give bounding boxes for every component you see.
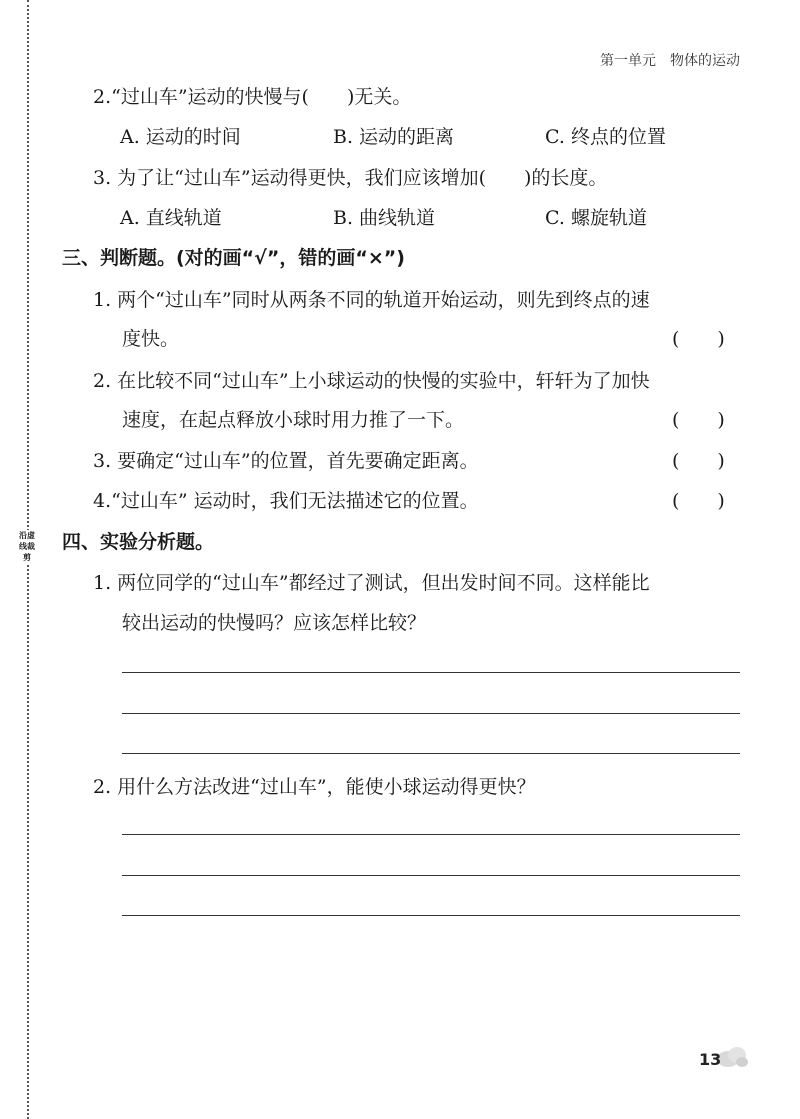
judge-q2-line1: 2. 在比较不同“过山车”上小球运动的快慢的实验中，轩轩为了加快: [93, 370, 650, 392]
answer-line[interactable]: [122, 672, 740, 673]
experiment-q2: 2. 用什么方法改进“过山车”，能使小球运动得更快？: [93, 776, 536, 798]
answer-line[interactable]: [122, 834, 740, 835]
judge-q1-line2: 度快。: [122, 328, 180, 350]
experiment-q1-line1: 1. 两位同学的“过山车”都经过了测试，但出发时间不同。这样能比: [93, 572, 650, 594]
judge-q1-answer-paren[interactable]: ( ): [672, 328, 725, 350]
experiment-section-title: 四、实验分析题。: [62, 531, 215, 553]
choice-q3-option-b: B. 曲线轨道: [333, 207, 436, 229]
judge-q4: 4.“过山车” 运动时，我们无法描述它的位置。: [93, 490, 479, 512]
page-number: 13: [699, 1050, 722, 1069]
answer-line[interactable]: [122, 915, 740, 916]
experiment-q1-line2: 较出运动的快慢吗？应该怎样比较？: [122, 612, 427, 634]
choice-q2-option-c: C. 终点的位置: [545, 126, 666, 148]
cut-label: 沿虚线裁剪: [19, 531, 35, 562]
judge-q3-answer-paren[interactable]: ( ): [672, 450, 725, 472]
judge-q3: 3. 要确定“过山车”的位置，首先要确定距离。: [93, 450, 479, 472]
answer-line[interactable]: [122, 713, 740, 714]
answer-line[interactable]: [122, 875, 740, 876]
judge-q2-answer-paren[interactable]: ( ): [672, 409, 725, 431]
judge-q1-line1: 1. 两个“过山车”同时从两条不同的轨道开始运动，则先到终点的速: [93, 289, 650, 311]
judge-section-title: 三、判断题。(对的画“√”，错的画“×”): [62, 247, 405, 269]
choice-q2-option-b: B. 运动的距离: [333, 126, 455, 148]
choice-q3-option-c: C. 螺旋轨道: [545, 207, 647, 229]
choice-q2-option-a: A. 运动的时间: [120, 126, 241, 148]
judge-q4-answer-paren[interactable]: ( ): [672, 490, 725, 512]
choice-q3-stem: 3. 为了让“过山车”运动得更快，我们应该增加( )的长度。: [93, 167, 608, 189]
answer-line[interactable]: [122, 753, 740, 754]
page-header: 第一单元 物体的运动: [600, 53, 740, 69]
judge-q2-line2: 速度，在起点释放小球时用力推了一下。: [122, 409, 465, 431]
choice-q3-option-a: A. 直线轨道: [120, 207, 222, 229]
choice-q2-stem: 2.“过山车”运动的快慢与( )无关。: [93, 86, 412, 108]
